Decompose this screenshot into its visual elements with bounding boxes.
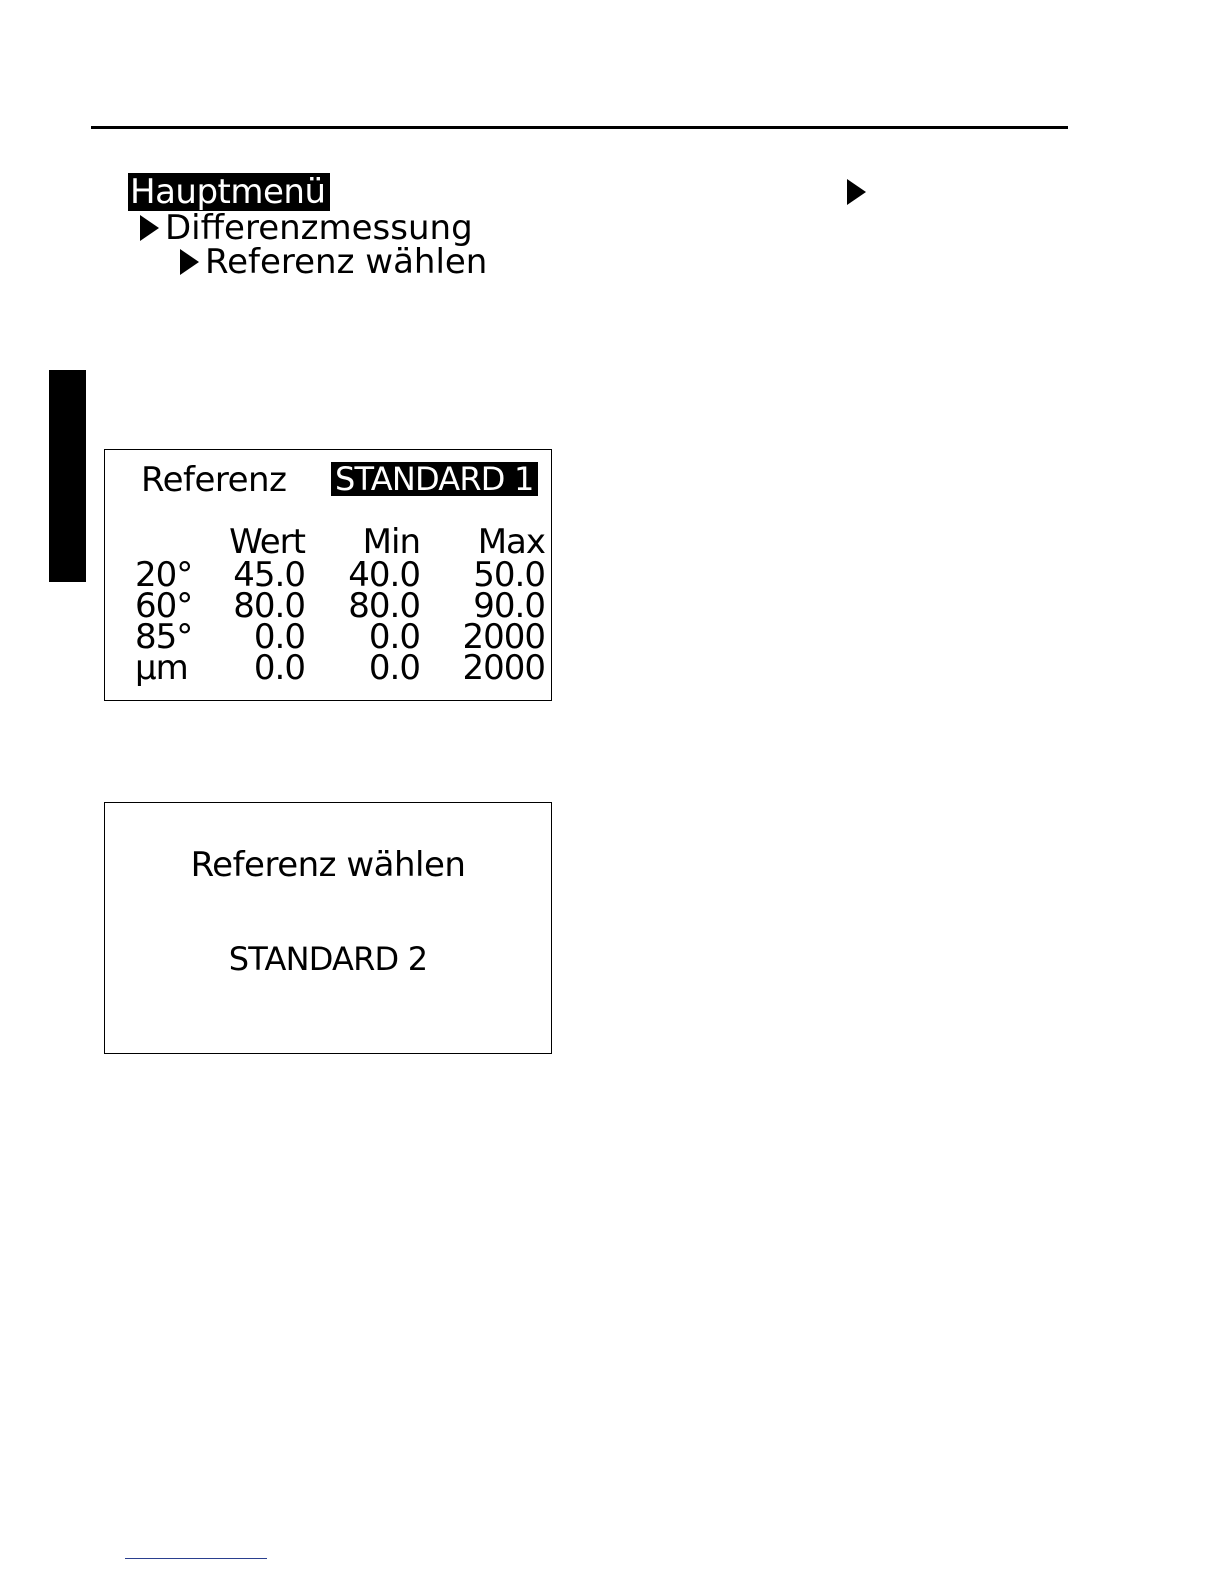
breadcrumb-label-main-menu: Hauptmenü	[128, 173, 330, 211]
triangle-right-icon	[847, 179, 866, 205]
breadcrumb-level-0[interactable]	[128, 173, 330, 211]
header-max: Max	[477, 522, 545, 562]
reference-label: Referenz	[141, 460, 287, 500]
display-reference-values	[104, 449, 552, 701]
cell-min: 0.0	[368, 648, 420, 688]
cell-wert: 80.0	[233, 586, 305, 626]
header-min: Min	[362, 522, 420, 562]
cell-wert: 45.0	[233, 555, 305, 595]
row-label: 60°	[135, 586, 193, 626]
cell-max: 2000	[462, 648, 545, 688]
table-row	[135, 653, 545, 684]
breadcrumb-label-select-reference: Referenz wählen	[205, 242, 488, 282]
side-thumb-tab	[49, 370, 86, 582]
top-rule	[91, 126, 1068, 129]
breadcrumb-label-difference: Differenzmessung	[165, 208, 473, 248]
header-wert: Wert	[229, 522, 305, 562]
bottom-link-rule	[125, 1558, 267, 1559]
reference-table	[135, 522, 545, 688]
row-label: µm	[135, 648, 188, 688]
cell-max: 2000	[462, 617, 545, 657]
cell-max: 50.0	[473, 555, 545, 595]
triangle-right-icon	[140, 215, 159, 241]
select-reference-title: Referenz wählen	[190, 845, 466, 885]
display-select-reference	[104, 802, 552, 1054]
cell-min: 40.0	[348, 555, 420, 595]
triangle-right-icon	[180, 249, 199, 275]
cell-wert: 0.0	[253, 648, 305, 688]
row-label: 20°	[135, 555, 193, 595]
cell-min: 0.0	[368, 617, 420, 657]
select-reference-value[interactable]: STANDARD 2	[228, 940, 428, 978]
cell-min: 80.0	[348, 586, 420, 626]
reference-value-highlighted[interactable]: STANDARD 1	[331, 462, 538, 496]
row-label: 85°	[135, 617, 193, 657]
cell-max: 90.0	[473, 586, 545, 626]
breadcrumb-level-2[interactable]	[180, 243, 487, 281]
cell-wert: 0.0	[253, 617, 305, 657]
